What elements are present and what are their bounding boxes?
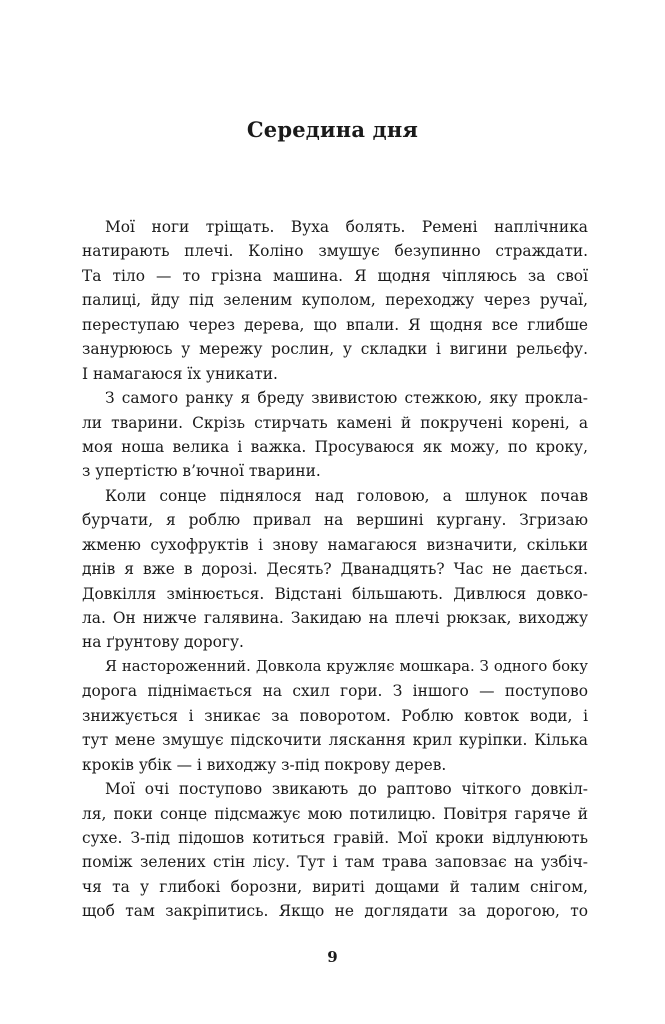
text-line: бурчати, я роблю привал на вершині кургану. Згризаю xyxy=(82,511,588,530)
text-line: Коли сонце піднялося над головою, а шлунок почав xyxy=(105,486,588,505)
text-line: поміж зелених стін лісу. Тут і там трава заповзає на узбіч- xyxy=(82,853,588,872)
text-line: кроків убік — і виходжу з-під покрову дерев. xyxy=(82,755,447,774)
text-line: щоб там закріпитись. Якщо не доглядати за дорогою, то xyxy=(82,902,588,921)
text-line: ла. Он нижче галявина. Закидаю на плечі рюкзак, виходжу xyxy=(82,609,588,627)
text-line: занурююсь у мережу рослин, у складки і вигини рельєфу. xyxy=(82,340,588,359)
text-line: З самого ранку я бреду звивистою стежкою, яку прокла- xyxy=(105,389,588,408)
text-line: ли тварини. Скрізь стирчать камені й покручені корені, а xyxy=(82,413,588,432)
text-line: Мої ноги тріщать. Вуха болять. Ремені наплічника xyxy=(105,218,588,236)
text-line: Довкілля змінюється. Відстані більшають. Дивлюся довко- xyxy=(82,584,588,603)
text-line: Та тіло — то грізна машина. Я щодня чіпляюсь за свої xyxy=(82,266,588,285)
text-line: дорога піднімається на схил гори. З іншого — поступово xyxy=(82,682,588,701)
text-line: І намагаюся їх уникати. xyxy=(82,364,278,383)
text-line: моя ноша велика і важка. Просуваюся як можу, по кроку, xyxy=(82,437,588,456)
text-line: натирають плечі. Коліно змушує безупинно страждати. xyxy=(82,242,588,261)
body-text xyxy=(82,215,588,924)
text-line: з упертістю в’ючної тварини. xyxy=(82,462,321,481)
text-line: сухе. З-під підошов котиться гравій. Мої кроки відлунюють xyxy=(82,828,588,847)
text-line: палиці, йду під зеленим куполом, переходжу через ручаї, xyxy=(82,291,588,310)
text-line: Я настороженний. Довкола кружляє мошкара. З одного боку xyxy=(105,657,588,675)
text-line: жменю сухофруктів і знову намагаюся визначити, скільки xyxy=(82,535,588,554)
text-line: Мої очі поступово звикають до раптово чіткого довкіл- xyxy=(105,780,588,799)
page-number: 9 xyxy=(327,948,338,966)
text-line: чя та у глибокі борозни, вириті дощами й талим снігом, xyxy=(82,877,588,896)
chapter-title: Середина дня xyxy=(246,117,419,142)
text-line: днів я вже в дорозі. Десять? Дванадцять? Час не дається. xyxy=(82,560,588,579)
text-line: тут мене змушує підскочити ляскання крил куріпки. Кілька xyxy=(82,731,588,750)
text-line: на ґрунтову дорогу. xyxy=(82,633,244,652)
text-line: переступаю через дерева, що впали. Я щодня все глибше xyxy=(82,315,588,334)
text-line: ля, поки сонце підсмажує мою потилицю. Повітря гаряче й xyxy=(82,804,588,823)
text-line: знижується і зникає за поворотом. Роблю ковток води, і xyxy=(82,706,588,725)
